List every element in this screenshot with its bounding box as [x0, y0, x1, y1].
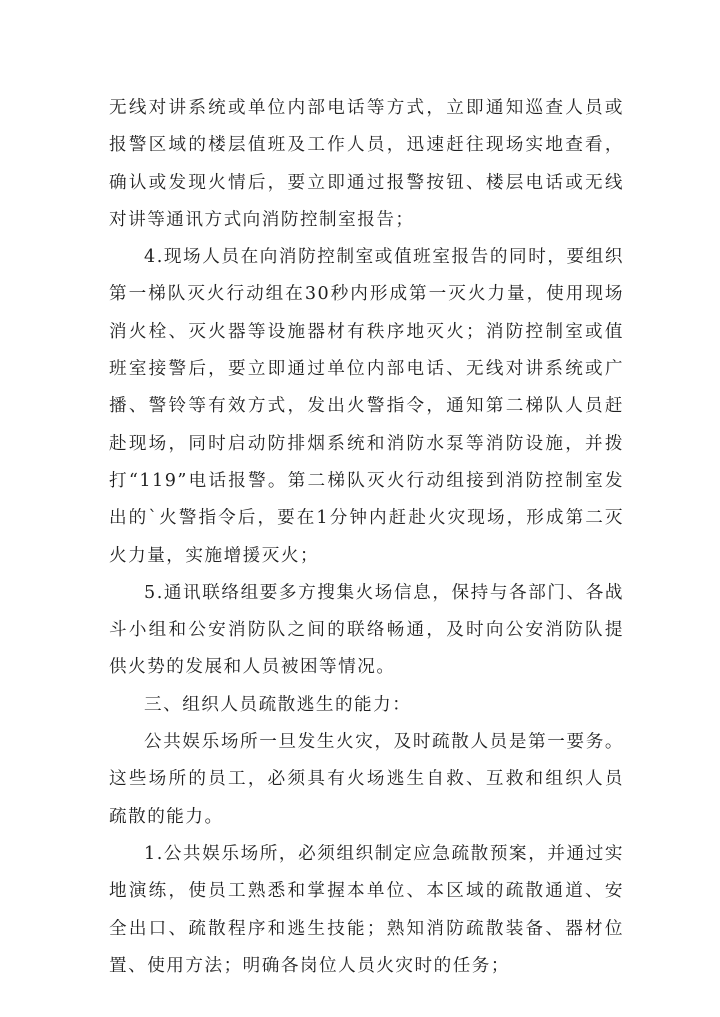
paragraph-continuation: 无线对讲系统或单位内部电话等方式，立即通知巡查人员或报警区域的楼层值班及工作人员，迅速赶往现场实地查看，确认或发现火情后，要立即通过报警按钮、楼层电话或无线对讲等通讯方式向消防控制室报告； [109, 98, 624, 230]
paragraph-section-intro: 公共娱乐场所一旦发生火灾，及时疏散人员是第一要务。这些场所的员工，必须具有火场逃生自救、互救和组织人员疏散的能力。 [109, 732, 624, 827]
paragraph-item-4: 4.现场人员在向消防控制室或值班室报告的同时，要组织第一梯队灭火行动组在30秒内形成第一灭火力量，使用现场消火栓、灭火器等设施器材有秩序地灭火；消防控制室或值班室接警后，要立即通过单位内部电话、无线对讲系统或广播、警铃等有效方式，发出火警指令，通知第二梯队人员赶赴现场，同时启动防排烟系统和消防水泵等消防设施，并拨打“119”电话报警。第二梯队灭火行动组接到消防控制室发出的`火警指令后，要在1分钟内赶赴火灾现场，形成第二灭火力量，实施增援灭火； [109, 247, 624, 566]
paragraph-item-5: 5.通讯联络组要多方搜集火场信息，保持与各部门、各战斗小组和公安消防队之间的联络畅通，及时向公安消防队提供火势的发展和人员被困等情况。 [109, 582, 624, 678]
paragraph-item-1: 1.公共娱乐场所，必须组织制定应急疏散预案，并通过实地演练，使员工熟悉和掌握本单位、本区域的疏散通道、安全出口、疏散程序和逃生技能；熟知消防疏散装备、器材位置、使用方法；明确各岗位人员火灾时的任务； [109, 843, 624, 976]
section-heading-3: 三、组织人员疏散逃生的能力： [144, 694, 412, 715]
